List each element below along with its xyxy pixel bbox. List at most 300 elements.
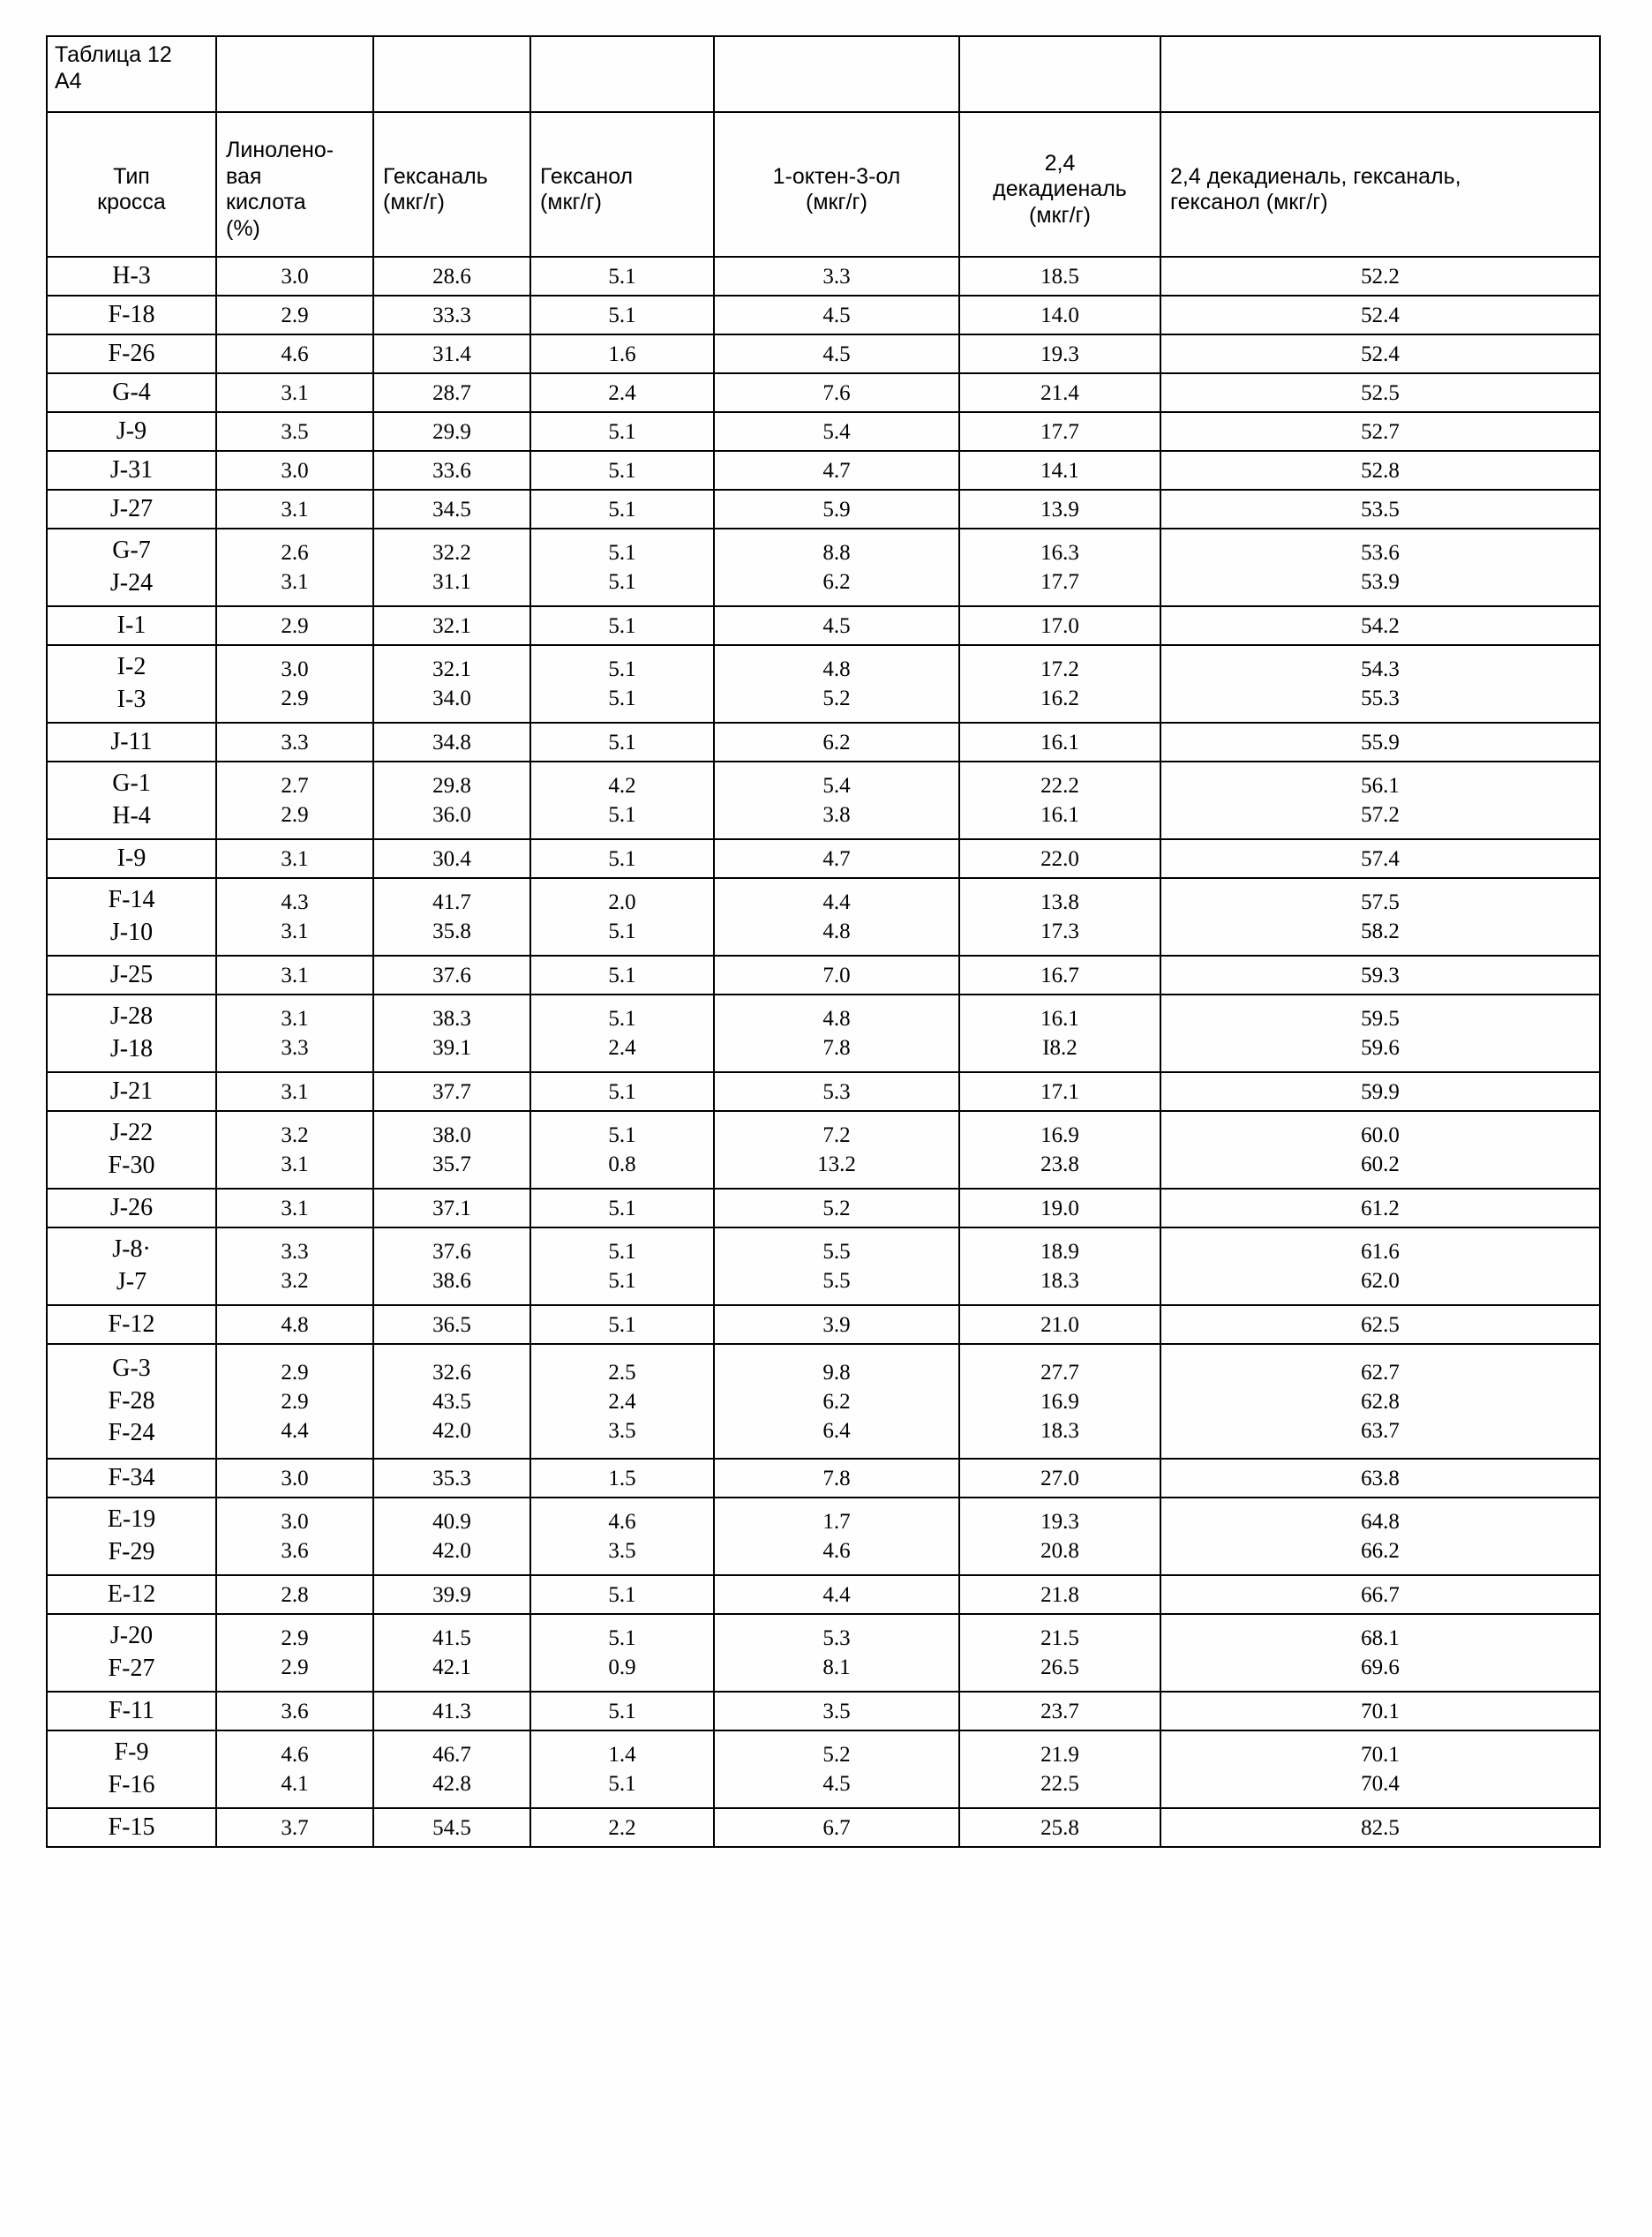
cell-value	[530, 606, 714, 645]
cross-label: F-18	[108, 300, 155, 328]
data-value: 31.4	[432, 342, 471, 366]
data-value: 1.5	[608, 1466, 636, 1490]
cell-value	[714, 1730, 959, 1808]
data-value: 2.0	[608, 890, 636, 914]
data-value: 53.9	[1361, 570, 1400, 594]
data-value: 13.9	[1040, 497, 1079, 522]
cross-label: J-11	[110, 727, 153, 755]
data-value: 3.5	[281, 419, 309, 444]
data-value: 0.8	[608, 1152, 636, 1176]
cell-value	[714, 529, 959, 606]
cell-value	[1160, 839, 1600, 878]
data-value: 22.0	[1040, 846, 1079, 871]
cell-cross-type	[47, 878, 216, 956]
table-row	[47, 1344, 1600, 1459]
data-value: 5.1	[608, 458, 636, 483]
data-value: 41.7	[432, 890, 471, 914]
cell-value	[1160, 1189, 1600, 1227]
table-row	[47, 995, 1600, 1072]
cell-value	[530, 451, 714, 490]
cell-value	[714, 1692, 959, 1730]
cell-cross-type	[47, 1692, 216, 1730]
cell-cross-type	[47, 1614, 216, 1692]
cell-cross-type	[47, 1305, 216, 1344]
data-value: 5.1	[608, 1626, 636, 1650]
data-value: 17.7	[1040, 419, 1079, 444]
cell-value	[1160, 995, 1600, 1072]
cell-value	[216, 1072, 373, 1111]
cell-value	[959, 1227, 1160, 1305]
cell-value	[714, 373, 959, 412]
cell-value	[216, 762, 373, 839]
data-value: 29.8	[432, 774, 471, 798]
data-value: 43.5	[432, 1389, 471, 1414]
data-value: 3.6	[281, 1539, 309, 1563]
column-header-line: (мкг/г)	[806, 190, 867, 214]
data-value: 38.6	[432, 1269, 471, 1293]
cell-value	[959, 1498, 1160, 1575]
data-value: 19.3	[1040, 342, 1079, 366]
cross-label: F-27	[108, 1655, 155, 1682]
data-value: 7.2	[822, 1123, 851, 1147]
column-header-line: (мкг/г)	[1029, 202, 1091, 228]
data-value: 25.8	[1040, 1815, 1079, 1840]
data-value: 3.1	[281, 380, 309, 405]
table-row	[47, 1498, 1600, 1575]
cross-label: G-4	[112, 378, 151, 406]
data-value: 4.2	[608, 774, 636, 798]
data-value: 37.6	[432, 1240, 471, 1264]
data-value: 3.1	[281, 1007, 309, 1031]
data-value: 61.6	[1361, 1240, 1400, 1264]
title-row-empty-cell	[1160, 36, 1600, 112]
data-value: 52.8	[1361, 458, 1400, 483]
data-value: 6.2	[822, 730, 851, 754]
cell-value	[1160, 1614, 1600, 1692]
column-header-line: кислота	[226, 190, 306, 214]
data-value: 40.9	[432, 1510, 471, 1534]
cell-value	[1160, 1575, 1600, 1614]
data-value: 46.7	[432, 1743, 471, 1767]
data-value: 5.1	[608, 541, 636, 565]
data-value: 4.8	[281, 1312, 309, 1337]
cell-value	[216, 296, 373, 334]
data-value: 7.8	[822, 1036, 851, 1060]
data-value: 5.2	[822, 687, 851, 710]
data-value: 5.2	[822, 1743, 851, 1767]
cell-value	[373, 1614, 530, 1692]
data-value: 5.4	[822, 774, 851, 798]
data-value: 3.2	[281, 1269, 309, 1293]
table-row	[47, 839, 1600, 878]
cell-value	[216, 1459, 373, 1498]
cell-value	[714, 1344, 959, 1459]
data-value: 3.1	[281, 570, 309, 594]
cell-value	[373, 878, 530, 956]
cell-value	[714, 645, 959, 723]
cross-label: G-3	[112, 1354, 151, 1382]
data-value: 63.8	[1361, 1466, 1400, 1490]
cell-value	[216, 956, 373, 995]
cell-value	[530, 1189, 714, 1227]
table-row	[47, 334, 1600, 373]
data-value: 16.2	[1040, 687, 1079, 710]
data-value: 2.5	[608, 1360, 636, 1385]
data-value: 82.5	[1361, 1815, 1400, 1840]
data-value: 27.7	[1040, 1360, 1079, 1385]
cell-value	[216, 1111, 373, 1189]
data-value: 5.1	[608, 1240, 636, 1264]
cross-label: E-12	[107, 1580, 156, 1608]
column-header-3	[530, 112, 714, 257]
data-value: 3.0	[281, 458, 309, 483]
table-row	[47, 373, 1600, 412]
data-value: 3.1	[281, 1079, 309, 1104]
cross-label: J-27	[109, 494, 154, 522]
cell-value	[1160, 723, 1600, 762]
cross-label: F-26	[108, 339, 155, 367]
data-value: 3.8	[822, 803, 851, 827]
data-value: 56.1	[1361, 774, 1400, 798]
data-value: 3.9	[822, 1312, 851, 1337]
cross-label: I-3	[116, 686, 146, 713]
data-value: 62.0	[1361, 1269, 1400, 1293]
data-value: 1.7	[822, 1510, 851, 1534]
cell-value	[1160, 373, 1600, 412]
cross-label: J-9	[116, 417, 147, 445]
data-value: 5.1	[608, 1269, 636, 1293]
data-value: 4.4	[822, 890, 851, 914]
cell-value	[959, 1072, 1160, 1111]
cell-value	[216, 1498, 373, 1575]
column-header-line: кросса	[97, 190, 166, 214]
table-row	[47, 451, 1600, 490]
cell-value	[714, 1459, 959, 1498]
cell-value	[959, 878, 1160, 956]
data-value: 69.6	[1361, 1655, 1400, 1679]
cell-value	[959, 412, 1160, 451]
data-value: 2.6	[281, 541, 309, 565]
data-value: 32.1	[432, 613, 471, 638]
data-value: 5.1	[608, 1699, 636, 1723]
cell-value	[714, 1614, 959, 1692]
cell-value	[216, 1305, 373, 1344]
data-value: 18.3	[1040, 1269, 1079, 1293]
cross-label: F-30	[108, 1152, 155, 1179]
cell-value	[373, 645, 530, 723]
cell-value	[959, 1344, 1160, 1459]
title-row-empty-cell	[959, 36, 1160, 112]
column-header-0	[47, 112, 216, 257]
data-value: 16.1	[1040, 1007, 1079, 1031]
cross-label: J-31	[109, 455, 154, 484]
cross-label: J-28	[109, 1002, 154, 1031]
table-row	[47, 645, 1600, 723]
data-value: 37.7	[432, 1079, 471, 1104]
column-header-line: (мкг/г)	[383, 190, 445, 214]
data-value: 29.9	[432, 419, 471, 444]
cell-value	[216, 1227, 373, 1305]
data-value: 2.9	[281, 687, 309, 710]
cell-cross-type	[47, 839, 216, 878]
cell-value	[1160, 529, 1600, 606]
column-header-line: 2,4 декадиеналь, гексаналь,	[1170, 163, 1461, 189]
cell-value	[373, 1072, 530, 1111]
cross-label: J-22	[109, 1119, 154, 1147]
column-header-line: гексанол (мкг/г)	[1170, 190, 1328, 214]
data-value: 19.0	[1040, 1196, 1079, 1220]
cell-value	[1160, 1808, 1600, 1847]
data-value: 35.8	[432, 920, 471, 943]
data-value: 3.1	[281, 1196, 309, 1220]
cell-cross-type	[47, 490, 216, 529]
cell-value	[1160, 296, 1600, 334]
cell-value	[530, 723, 714, 762]
cell-value	[216, 645, 373, 723]
cell-value	[530, 1459, 714, 1498]
data-value: 53.6	[1361, 541, 1400, 565]
cell-value	[216, 1614, 373, 1692]
cell-value	[959, 995, 1160, 1072]
column-header-line: Тип	[113, 163, 150, 189]
data-value: 5.5	[822, 1269, 851, 1293]
cell-value	[1160, 334, 1600, 373]
cell-value	[714, 1808, 959, 1847]
cell-value	[714, 1305, 959, 1344]
data-value: 14.0	[1040, 303, 1079, 327]
data-value: 3.5	[822, 1699, 851, 1723]
data-value: 33.3	[432, 303, 471, 327]
cell-value	[714, 1189, 959, 1227]
data-value: 36.5	[432, 1312, 471, 1337]
cell-value	[530, 1575, 714, 1614]
data-value: 52.5	[1361, 380, 1400, 405]
data-value: 13.2	[817, 1152, 856, 1176]
data-value: 4.3	[281, 890, 309, 914]
data-value: 3.6	[281, 1699, 309, 1723]
cell-value	[216, 839, 373, 878]
data-value: 5.3	[822, 1626, 851, 1650]
cell-value	[1160, 1305, 1600, 1344]
cell-value	[1160, 1227, 1600, 1305]
data-value: 64.8	[1361, 1510, 1400, 1534]
data-value: 61.2	[1361, 1196, 1400, 1220]
data-value: 5.1	[608, 264, 636, 289]
data-value: 5.4	[822, 419, 851, 444]
data-value: 62.8	[1361, 1389, 1400, 1414]
cell-cross-type	[47, 606, 216, 645]
data-value: 33.6	[432, 458, 471, 483]
cell-value	[1160, 1111, 1600, 1189]
data-value: 18.5	[1040, 264, 1079, 289]
data-value: 4.8	[822, 920, 851, 943]
data-value: 5.1	[608, 657, 636, 681]
data-value: 4.5	[822, 1772, 851, 1796]
column-header-5	[959, 112, 1160, 257]
cell-value	[959, 1614, 1160, 1692]
data-value: 70.4	[1361, 1772, 1400, 1796]
cell-value	[530, 1730, 714, 1808]
data-value: 66.2	[1361, 1539, 1400, 1563]
cell-value	[373, 257, 530, 296]
cell-cross-type	[47, 529, 216, 606]
cell-value	[1160, 490, 1600, 529]
data-value: 54.2	[1361, 613, 1400, 638]
data-value: 6.2	[822, 570, 851, 594]
cell-value	[530, 762, 714, 839]
cross-label: I-9	[116, 844, 146, 872]
data-value: 53.5	[1361, 497, 1400, 522]
table-title-line2: A4	[55, 68, 82, 94]
data-value: 57.5	[1361, 890, 1400, 914]
data-value: 5.1	[608, 570, 636, 594]
cell-value	[530, 1305, 714, 1344]
table-row	[47, 1808, 1600, 1847]
title-row-empty-cell	[373, 36, 530, 112]
table-row	[47, 1730, 1600, 1808]
data-value: 2.7	[281, 774, 309, 798]
data-value: 5.1	[608, 730, 636, 754]
data-value: 4.7	[822, 846, 851, 871]
data-value: 5.1	[608, 963, 636, 987]
data-value: 4.7	[822, 458, 851, 483]
data-value: 41.3	[432, 1699, 471, 1723]
data-value: 21.8	[1040, 1582, 1079, 1607]
cross-label: F-12	[108, 1310, 155, 1338]
data-value: 70.1	[1361, 1743, 1400, 1767]
data-value: 5.1	[608, 303, 636, 327]
cell-value	[530, 1344, 714, 1459]
data-value: 2.4	[608, 1036, 636, 1060]
table-row	[47, 1459, 1600, 1498]
cross-label: J-18	[109, 1035, 154, 1062]
data-value: 17.7	[1040, 570, 1079, 594]
cell-value	[959, 1730, 1160, 1808]
data-value: 57.2	[1361, 803, 1400, 827]
table-row	[47, 956, 1600, 995]
data-value: 3.7	[281, 1815, 309, 1840]
cell-value	[530, 839, 714, 878]
data-value: 68.1	[1361, 1626, 1400, 1650]
cell-value	[1160, 1344, 1600, 1459]
cell-value	[959, 645, 1160, 723]
cell-value	[1160, 257, 1600, 296]
cell-cross-type	[47, 334, 216, 373]
cell-value	[959, 1808, 1160, 1847]
cell-value	[714, 878, 959, 956]
cell-value	[216, 1730, 373, 1808]
column-header-line: Линолено-	[226, 138, 334, 162]
data-value: 54.5	[432, 1815, 471, 1840]
cell-value	[530, 257, 714, 296]
data-value: 26.5	[1040, 1655, 1079, 1679]
cell-value	[373, 451, 530, 490]
table-title-cell	[47, 36, 216, 112]
cell-value	[1160, 451, 1600, 490]
data-value: 18.3	[1040, 1418, 1079, 1443]
data-value: 22.2	[1040, 774, 1079, 798]
data-value: 60.2	[1361, 1152, 1400, 1176]
data-value: 28.6	[432, 264, 471, 289]
cross-label: H-3	[112, 261, 151, 289]
data-value: 5.1	[608, 1079, 636, 1104]
data-value: 34.8	[432, 730, 471, 754]
data-value: 8.1	[822, 1655, 851, 1679]
cell-value	[216, 451, 373, 490]
cross-label: F-29	[108, 1538, 155, 1565]
data-value: 63.7	[1361, 1418, 1400, 1443]
cell-value	[530, 373, 714, 412]
data-value: 3.1	[281, 497, 309, 522]
data-value: 5.1	[608, 1312, 636, 1337]
cell-value	[530, 1111, 714, 1189]
data-value: 16.3	[1040, 541, 1079, 565]
data-value: 5.1	[608, 1123, 636, 1147]
cell-value	[216, 995, 373, 1072]
cell-cross-type	[47, 1459, 216, 1498]
cell-value	[959, 1189, 1160, 1227]
data-value: 17.2	[1040, 657, 1079, 681]
column-header-line: декадиеналь	[993, 176, 1127, 202]
data-value: 5.1	[608, 920, 636, 943]
data-value: 2.8	[281, 1582, 309, 1607]
data-value: 23.7	[1040, 1699, 1079, 1723]
cross-label: F-14	[108, 886, 155, 914]
cross-label: G-1	[112, 769, 151, 798]
cell-value	[1160, 762, 1600, 839]
cell-cross-type	[47, 1344, 216, 1459]
data-value: 59.9	[1361, 1079, 1400, 1104]
cell-value	[714, 490, 959, 529]
cell-value	[216, 1692, 373, 1730]
cell-value	[530, 1072, 714, 1111]
cell-value	[530, 412, 714, 451]
cell-value	[216, 1575, 373, 1614]
data-value: 60.0	[1361, 1123, 1400, 1147]
data-value: 42.0	[432, 1539, 471, 1563]
data-value: 4.8	[822, 1007, 851, 1031]
title-row-empty-cell	[216, 36, 373, 112]
cell-cross-type	[47, 1730, 216, 1808]
data-value: 28.7	[432, 380, 471, 405]
data-value: 3.0	[281, 1466, 309, 1490]
table-row	[47, 529, 1600, 606]
table-row	[47, 762, 1600, 839]
data-value: 4.5	[822, 613, 851, 638]
data-value: 20.8	[1040, 1539, 1079, 1563]
data-value: 5.1	[608, 803, 636, 827]
data-value: 5.1	[608, 1196, 636, 1220]
data-table	[46, 35, 1601, 1848]
cell-cross-type	[47, 1808, 216, 1847]
data-value: 2.9	[281, 1389, 309, 1414]
cell-value	[714, 1498, 959, 1575]
cell-value	[373, 529, 530, 606]
cross-label: J-10	[109, 919, 154, 946]
data-value: 4.6	[281, 1743, 309, 1767]
data-value: 2.9	[281, 1360, 309, 1385]
cell-value	[1160, 1459, 1600, 1498]
cell-value	[959, 451, 1160, 490]
cell-value	[373, 956, 530, 995]
data-value: 3.5	[608, 1539, 636, 1563]
cell-value	[373, 296, 530, 334]
column-header-line: Гексанол	[540, 163, 634, 189]
data-value: 16.9	[1040, 1389, 1079, 1414]
table-row	[47, 1305, 1600, 1344]
cell-value	[216, 412, 373, 451]
cell-value	[1160, 1072, 1600, 1111]
